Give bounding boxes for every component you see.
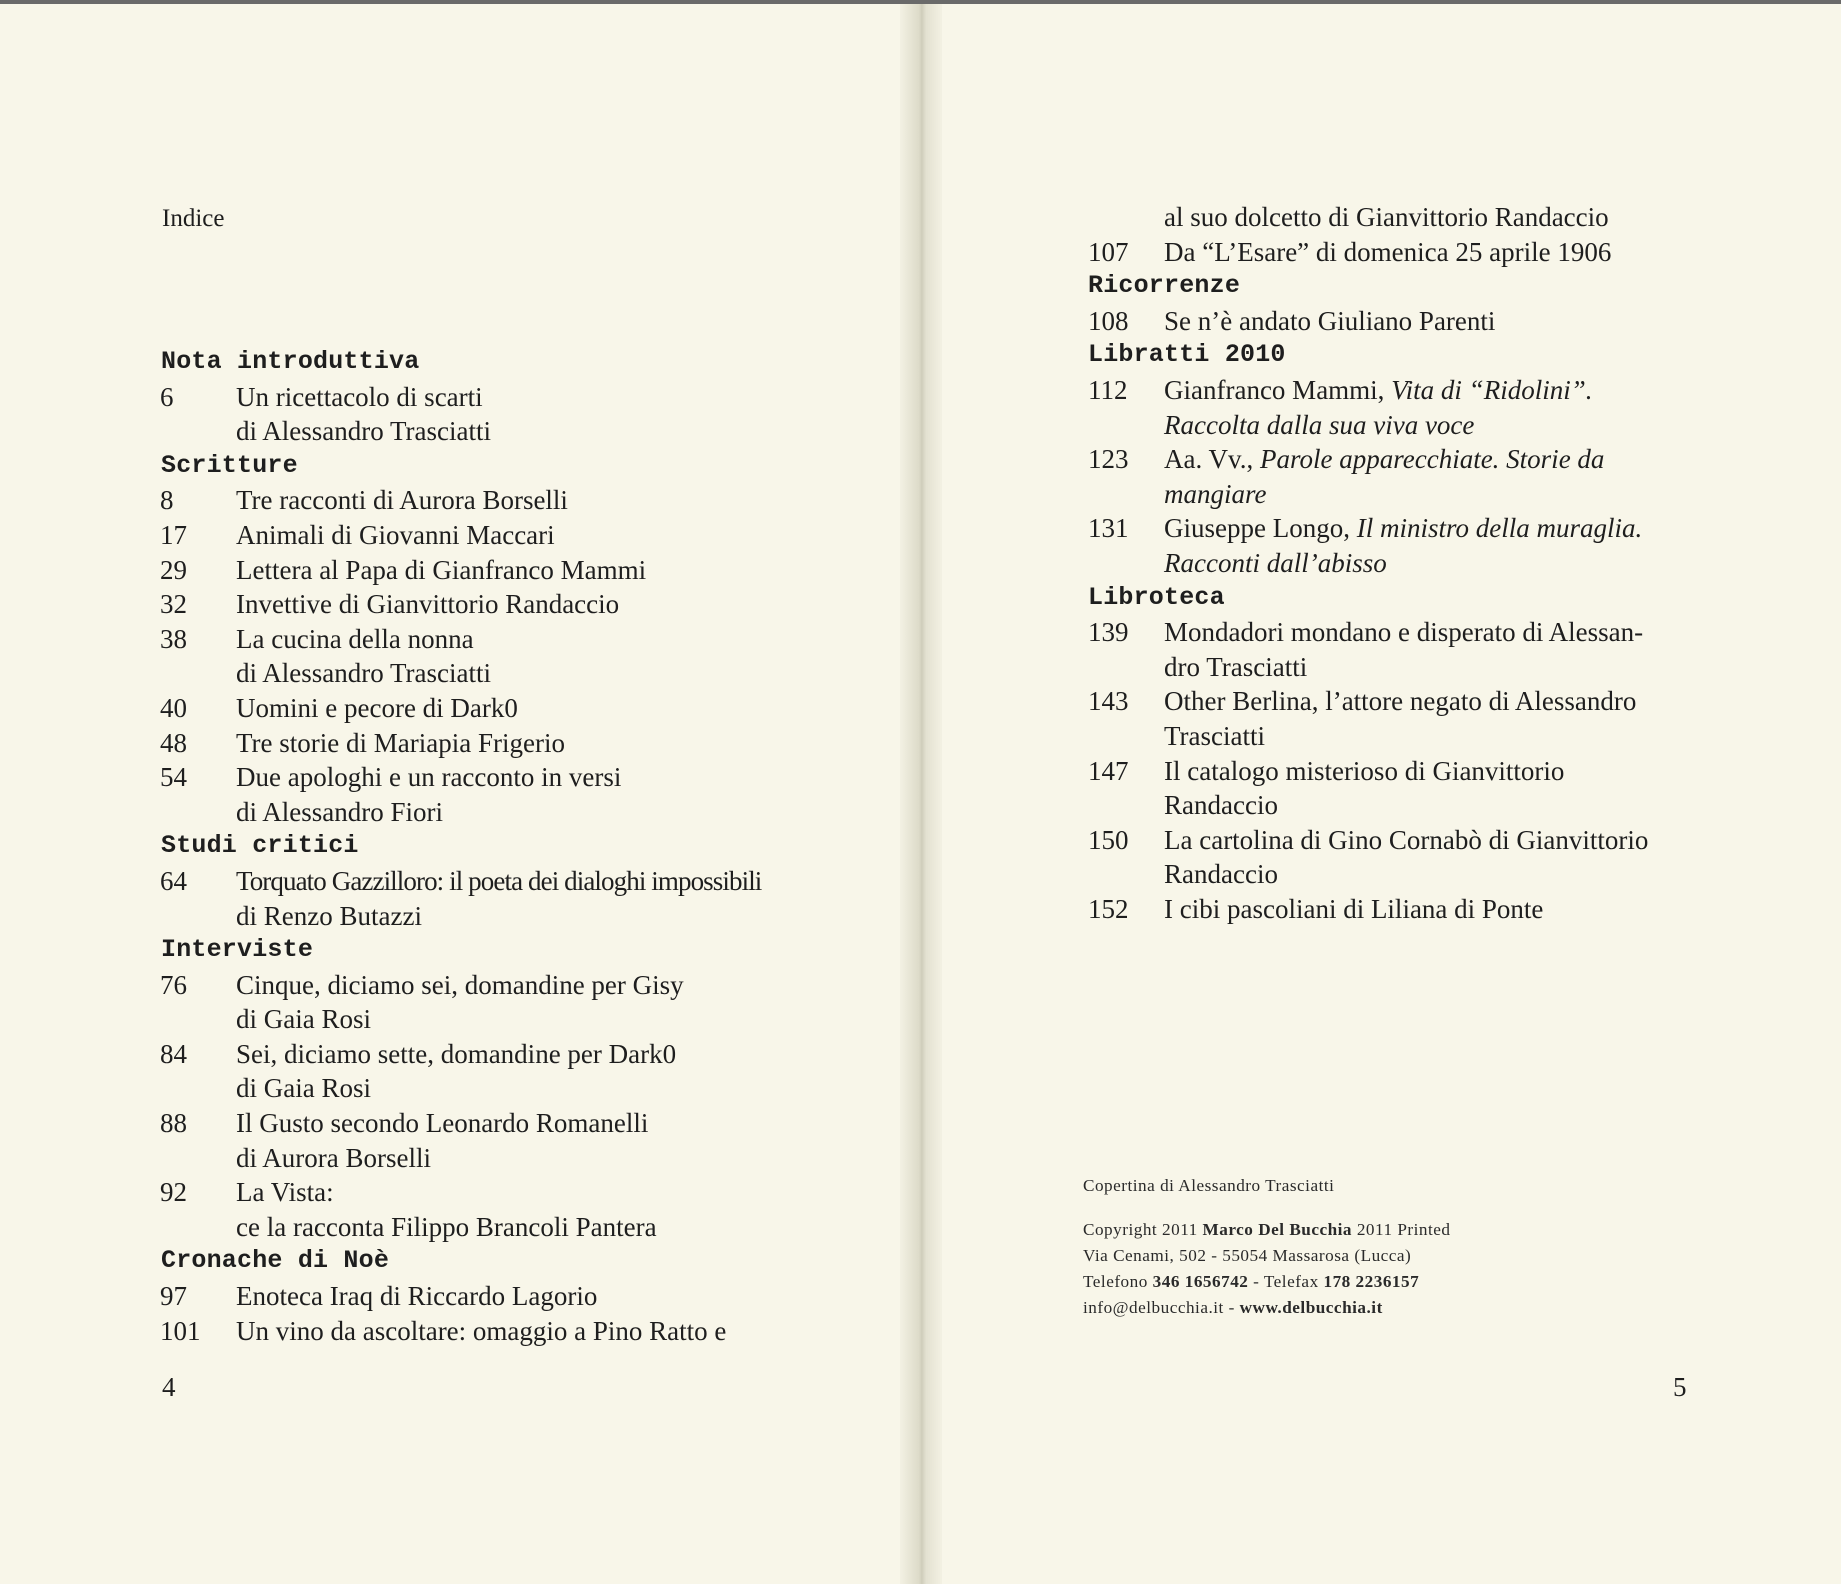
toc-entry-title: Uomini e pecore di Dark0: [236, 692, 518, 723]
toc-entry-title: Enoteca Iraq di Riccardo Lagorio: [236, 1281, 598, 1312]
toc-entry-title: Animali di Giovanni Maccari: [236, 519, 555, 550]
toc-page-number: 123: [1088, 444, 1129, 475]
toc-entry-continuation: di Alessandro Trasciatti: [236, 416, 491, 447]
toc-entry-title: Torquato Gazzilloro: il poeta dei dialoghi impossibili: [236, 865, 762, 896]
toc-entry-book-title: Parole apparecchiate. Storie da: [1260, 444, 1605, 475]
toc-section-heading: Ricorrenze: [1088, 271, 1241, 301]
book-gutter: [900, 0, 942, 1584]
toc-entry[interactable]: [160, 968, 800, 1037]
toc-page-number: 84: [160, 1038, 187, 1069]
address-line: Via Cenami, 502 - 55054 Massarosa (Lucca): [1083, 1246, 1412, 1265]
toc-entry-continuation: di Alessandro Fiori: [236, 796, 443, 827]
phone-line: [1083, 1269, 1451, 1295]
toc-entry-title: Invettive di Gianvittorio Randaccio: [236, 589, 620, 620]
toc-page-number: 54: [160, 762, 187, 793]
toc-entry-continuation: di Aurora Borselli: [236, 1142, 431, 1173]
toc-page-number: 97: [160, 1281, 187, 1312]
toc-entry-continuation: Raccolta dalla sua viva voce: [1164, 409, 1475, 440]
toc-entry[interactable]: [160, 483, 800, 518]
website-link[interactable]: www.delbucchia.it: [1239, 1298, 1383, 1317]
toc-entry[interactable]: [160, 726, 800, 761]
toc-page-number: 108: [1088, 305, 1129, 336]
toc-entry-title: [1164, 511, 1708, 546]
toc-entry[interactable]: [160, 518, 800, 553]
toc-page-number: 131: [1088, 513, 1129, 544]
toc-entry[interactable]: [1088, 373, 1708, 442]
copyright-prefix: Copyright 2011: [1083, 1220, 1203, 1239]
toc-page-number: 64: [160, 865, 187, 896]
toc-entry[interactable]: [1088, 511, 1708, 580]
toc-page-number: 150: [1088, 824, 1129, 855]
toc-entry-continuation: di Renzo Butazzi: [236, 900, 422, 931]
toc-entry[interactable]: [160, 1175, 800, 1244]
toc-entry-title: Sei, diciamo sette, domandine per Dark0: [236, 1038, 677, 1069]
toc-entry-title: Un ricettacolo di scarti: [236, 381, 483, 412]
email-link[interactable]: info@delbucchia.it: [1083, 1298, 1224, 1317]
toc-entry-title: Mondadori mondano e disperato di Alessan-: [1164, 617, 1644, 648]
phone-number: 346 1656742: [1152, 1272, 1249, 1291]
page-number-left: 4: [162, 1372, 176, 1402]
toc-right: [1088, 200, 1708, 926]
toc-entry-title: I cibi pascoliani di Liliana di Ponte: [1164, 893, 1544, 924]
toc-left: [160, 345, 800, 1348]
toc-entry[interactable]: [160, 622, 800, 691]
toc-entry-title: [1164, 442, 1708, 477]
toc-entry[interactable]: [160, 1106, 800, 1175]
toc-page-number: 107: [1088, 236, 1129, 267]
toc-section-heading: Libratti 2010: [1088, 340, 1286, 370]
toc-page-number: 48: [160, 727, 187, 758]
toc-section-heading: Nota introduttiva: [161, 347, 420, 376]
toc-entry-title: Il catalogo misterioso di Gianvittorio: [1164, 755, 1565, 786]
fax-label: - Telefax: [1248, 1272, 1324, 1291]
toc-entry-title: [1164, 373, 1708, 408]
toc-page-number: 38: [160, 623, 187, 654]
toc-entry-continuation: di Gaia Rosi: [236, 1004, 371, 1035]
toc-page-number: 139: [1088, 617, 1129, 648]
toc-section-heading: Studi critici: [161, 831, 359, 861]
toc-entry[interactable]: [1088, 235, 1708, 270]
toc-entry[interactable]: [160, 1037, 800, 1106]
toc-entry-author: Giuseppe Longo,: [1164, 513, 1357, 544]
cover-credit: Copertina di Alessandro Trasciatti: [1083, 1176, 1335, 1195]
toc-entry[interactable]: [160, 1314, 800, 1349]
colophon: [1083, 1173, 1451, 1321]
page-title: Indice: [162, 205, 225, 232]
toc-entry-author: Gianfranco Mammi,: [1164, 374, 1392, 405]
toc-entry-book-title: Il ministro della muraglia.: [1356, 513, 1643, 544]
toc-page-number: 29: [160, 554, 187, 585]
toc-entry-title: Un vino da ascoltare: omaggio a Pino Ratto e: [236, 1315, 727, 1346]
toc-entry[interactable]: [160, 864, 800, 933]
toc-page-number: 8: [160, 485, 174, 516]
toc-page-number: 147: [1088, 755, 1129, 786]
phone-label: Telefono: [1083, 1272, 1153, 1291]
toc-entry[interactable]: [160, 760, 800, 829]
toc-entry-title: Due apologhi e un racconto in versi: [236, 762, 622, 793]
toc-page-number: 92: [160, 1177, 187, 1208]
toc-entry[interactable]: [160, 1279, 800, 1314]
toc-page-number: 32: [160, 589, 187, 620]
toc-entry[interactable]: [1088, 200, 1708, 235]
toc-section-heading: Cronache di Noè: [161, 1246, 390, 1276]
toc-entry-title: La cucina della nonna: [236, 623, 474, 654]
toc-entry-continuation: di Gaia Rosi: [236, 1073, 371, 1104]
toc-entry-title: La cartolina di Gino Cornabò di Gianvittorio: [1164, 824, 1649, 855]
toc-section-heading: Interviste: [161, 935, 314, 965]
toc-page-number: 88: [160, 1108, 187, 1139]
toc-entry-continuation: Racconti dall’abisso: [1164, 547, 1387, 578]
page-top-edge: [0, 0, 1841, 4]
contact-separator: -: [1223, 1298, 1240, 1317]
toc-page-number: 112: [1088, 374, 1128, 405]
copyright-suffix: 2011 Printed: [1352, 1220, 1451, 1239]
toc-section-heading: Libroteca: [1088, 582, 1225, 612]
contact-line: [1083, 1295, 1451, 1321]
toc-page-number: 6: [160, 381, 174, 412]
toc-entry[interactable]: [1088, 892, 1708, 927]
toc-entry-book-title: Vita di “Ridolini”.: [1391, 374, 1593, 405]
page-number-right: 5: [1673, 1372, 1687, 1402]
fax-number: 178 2236157: [1323, 1272, 1420, 1291]
toc-page-number: 152: [1088, 893, 1129, 924]
toc-entry-continuation: mangiare: [1164, 478, 1267, 509]
toc-entry-title: Tre storie di Mariapia Frigerio: [236, 727, 565, 758]
publisher-name: Marco Del Bucchia: [1202, 1220, 1353, 1239]
copyright-line: [1083, 1217, 1451, 1243]
toc-entry[interactable]: [1088, 754, 1708, 823]
toc-entry[interactable]: [1088, 304, 1708, 339]
toc-entry[interactable]: [160, 587, 800, 622]
toc-entry-title: Il Gusto secondo Leonardo Romanelli: [236, 1108, 649, 1139]
toc-entry-continuation: dro Trasciatti: [1164, 651, 1308, 682]
toc-entry-title: La Vista:: [236, 1177, 334, 1208]
toc-page-number: 17: [160, 519, 187, 550]
toc-entry-title: Lettera al Papa di Gianfranco Mammi: [236, 554, 647, 585]
toc-entry[interactable]: [1088, 684, 1708, 753]
toc-entry-title: Cinque, diciamo sei, domandine per Gisy: [236, 969, 684, 1000]
toc-page-number: 101: [160, 1315, 201, 1346]
toc-entry-continuation: di Alessandro Trasciatti: [236, 658, 491, 689]
toc-entry-title: Other Berlina, l’attore negato di Alessandro: [1164, 686, 1637, 717]
toc-section-heading: Scritture: [161, 450, 298, 480]
toc-entry-continuation: Randaccio: [1164, 790, 1278, 821]
toc-entry-continuation: al suo dolcetto di Gianvittorio Randaccio: [1164, 202, 1609, 232]
toc-entry-title: Da “L’Esare” di domenica 25 aprile 1906: [1164, 236, 1612, 267]
toc-entry[interactable]: [1088, 823, 1708, 892]
toc-entry[interactable]: [1088, 615, 1708, 684]
toc-page-number: 76: [160, 969, 187, 1000]
toc-entry[interactable]: [160, 380, 800, 449]
toc-entry[interactable]: [160, 691, 800, 726]
toc-entry-continuation: ce la racconta Filippo Brancoli Pantera: [236, 1211, 657, 1242]
toc-entry-author: Aa. Vv.,: [1164, 444, 1260, 475]
toc-entry-continuation: Randaccio: [1164, 859, 1278, 890]
toc-entry[interactable]: [160, 553, 800, 588]
toc-entry-title: Se n’è andato Giuliano Parenti: [1164, 305, 1496, 336]
toc-page-number: 143: [1088, 686, 1129, 717]
toc-entry-title: Tre racconti di Aurora Borselli: [236, 485, 568, 516]
toc-entry[interactable]: [1088, 442, 1708, 511]
toc-entry-continuation: Trasciatti: [1164, 720, 1265, 751]
toc-page-number: 40: [160, 692, 187, 723]
